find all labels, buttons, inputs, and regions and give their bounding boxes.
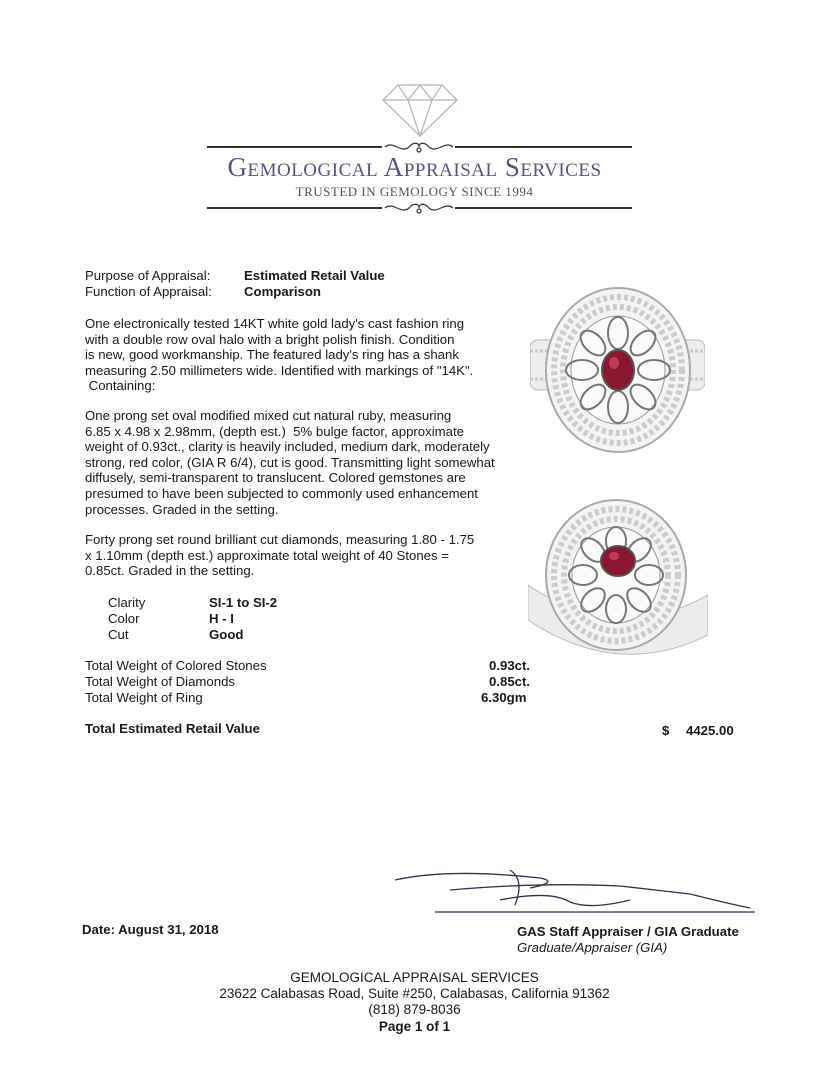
company-name: Gemological Appraisal Services [227,152,602,182]
company-tagline: TRUSTED IN GEMOLOGY SINCE 1994 [295,184,534,199]
appraiser-signature [390,860,760,920]
diamonds-description: Forty prong set round brilliant cut diamonds, measuring 1.80 - 1.75 x 1.10mm (depth est.) approximate total weight of 40 Stones = 0.85ct. Graded in the setting. [85,532,475,579]
total-value: 0.93ct. [489,658,531,673]
purpose-label: Purpose of Appraisal: [85,268,211,283]
grade-value: H - I [209,611,234,626]
total-value: 6.30gm [481,690,527,705]
appraisal-date: Date: August 31, 2018 [82,922,219,937]
footer-phone: (818) 879-8036 [368,1002,461,1017]
grade-label: Color [108,611,140,626]
header-rule [455,207,632,209]
header-rule [207,207,382,209]
ring-photo-top [530,285,705,460]
total-label: Total Weight of Diamonds [85,674,236,689]
ring-photo-angle [528,495,708,670]
function-value: Comparison [244,284,321,299]
diamond-logo-icon [380,82,460,138]
function-label: Function of Appraisal: [85,284,212,299]
grade-value: Good [209,627,244,642]
retail-value: 4425.00 [686,723,734,738]
header-rule [455,146,632,148]
ring-description: One electronically tested 14KT white gold lady's cast fashion ring with a double row oval halo with a bright polish finish. Condition is new, good workmanship. The featured lady's ring has a shank measuring 2.50 millimeters wide. Identified with markings of "14K". Containing: [85,316,474,394]
total-label: Total Weight of Colored Stones [85,658,267,673]
retail-currency: $ [662,723,670,738]
grade-label: Cut [108,627,129,642]
flourish-icon [383,199,455,217]
grade-value: SI-1 to SI-2 [209,595,278,610]
total-value: 0.85ct. [489,674,531,689]
appraiser-subtitle: Graduate/Appraiser (GIA) [517,940,668,955]
ruby-description: One prong set oval modified mixed cut natural ruby, measuring 6.85 x 4.98 x 2.98mm, (depth est.) 5% bulge factor, approximate weight of 0.93ct., clarity is heavily included, medium dark, moderately strong, red color, (GIA R 6/4), cut is good. Transmitting light somewhat diffusely, semi-transparent to translucent. Colored gemstones are presumed to have been subjected to commonly used enhancement processes. Graded in the setting. [85,408,495,517]
header-rule [207,146,382,148]
footer-company: GEMOLOGICAL APPRAISAL SERVICES [290,970,539,985]
total-label: Total Weight of Ring [85,690,203,705]
purpose-value: Estimated Retail Value [244,268,385,283]
page-number: Page 1 of 1 [378,1019,451,1034]
retail-label: Total Estimated Retail Value [85,721,260,736]
footer-address: 23622 Calabasas Road, Suite #250, Calabasas, California 91362 [219,986,610,1001]
grade-label: Clarity [108,595,146,610]
appraiser-title: GAS Staff Appraiser / GIA Graduate [517,924,739,939]
